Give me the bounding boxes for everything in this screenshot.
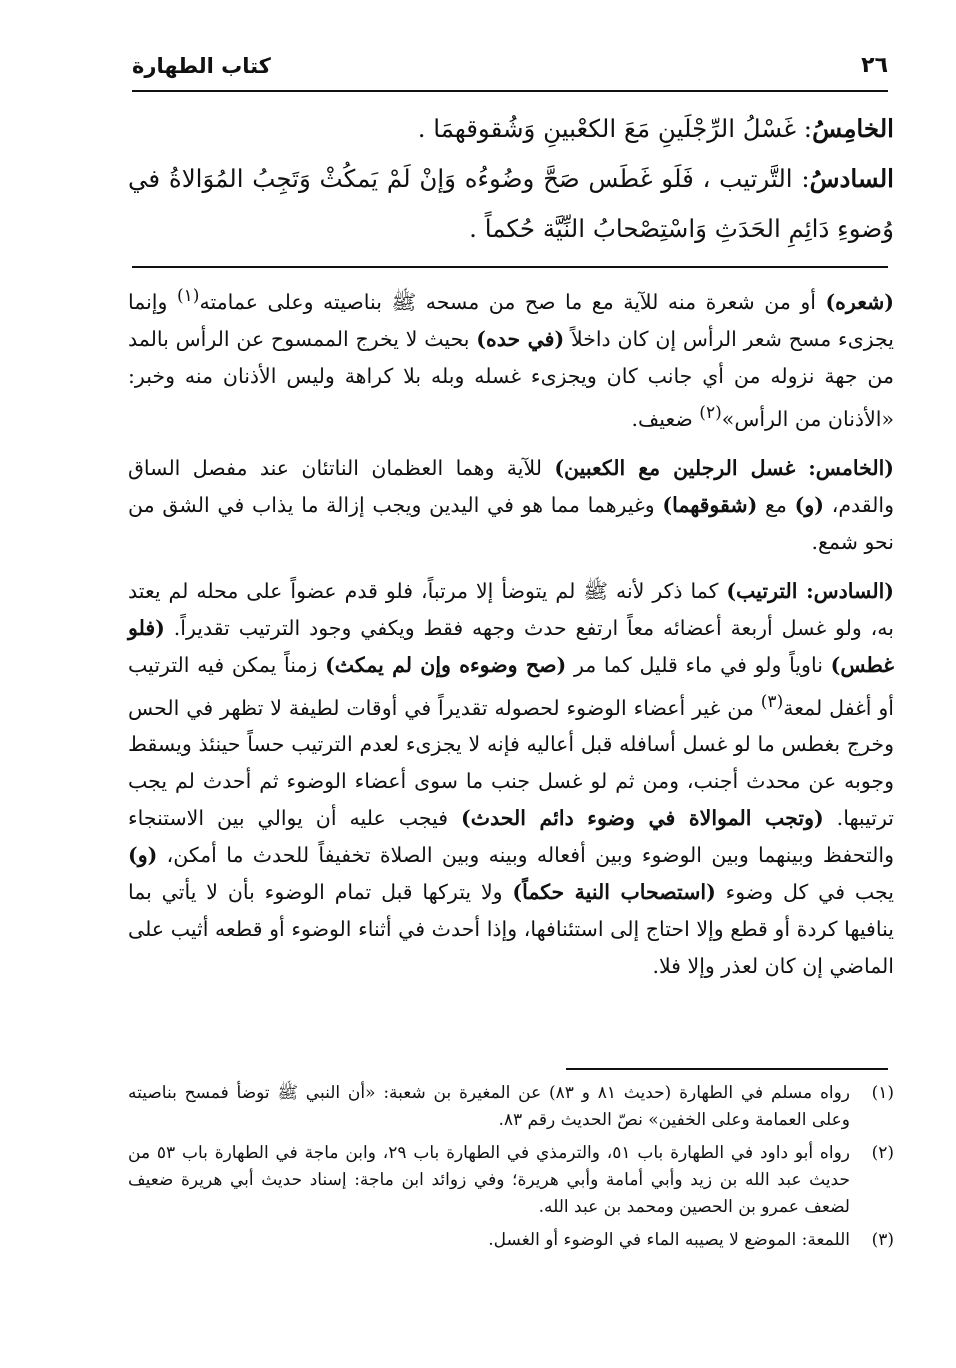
- footnote-text: اللمعة: الموضع لا يصيبه الماء في الوضوء أو الغسل.: [488, 1230, 850, 1250]
- commentary-text: من غير أعضاء الوضوء لحصوله تقديراً في أوقات لطيفة لا تظهر في الحس وخرج بغطس ما لو غسل أسافله قبل أعاليه فإنه لا يجزىء لعدم الترتيب حساً حينئذ ويسقط وجوبه عن محدث أجنب، ومن ثم لو غسل جنب ما سوى أعضاء الوضوء ثم أحدث لم يجب ترتيبها.: [128, 695, 894, 831]
- bold-matn-quote: (الخامس: غسل الرجلين مع الكعبين): [554, 455, 894, 480]
- commentary-text: كما ذكر لأنه ﷺ لم يتوضأ إلا مرتباً، فلو قدم عضواً على محله لم يعتد به، ولو غسل أربعة أعضائه معاً ارتفع حدث وجهه فقط ويكفي وجود الترتيب تقديراً.: [128, 578, 894, 640]
- commentary-text: زمناً يمكن فيه الترتيب أو أغفل لمعة: [128, 652, 895, 720]
- commentary-text: فيجب عليه أن يوالي بين الاستنجاء والتحفظ وبينهما وبين الوضوء وبين أفعاله وبينه وبين الصلاة تخفيفاً للحدث ما أمكن،: [128, 806, 894, 868]
- commentary: [128, 278, 894, 997]
- footnote: [128, 1080, 894, 1134]
- commentary-text: مع: [757, 492, 795, 517]
- commentary-text: للآية وهما العظمان الناتئان عند مفصل الساق والقدم،: [128, 455, 894, 517]
- commentary-paragraph-1: [128, 278, 894, 438]
- main-text: [128, 104, 894, 254]
- separator-rule: [132, 266, 888, 268]
- chapter-title: كتاب الطهارة: [132, 54, 271, 78]
- commentary-text: ولا يتركها قبل تمام الوضوء بأن لا يأتي بما ينافيها كردة أو قطع وإلا احتاج إلى استئنافها، وإذا أحدث في أثناء الوضوء أو قطعه أثيب على الماضي إن كان لعذر وإلا فلا.: [128, 880, 894, 979]
- bold-matn-quote: (و): [794, 492, 824, 517]
- bold-matn-quote: (و): [128, 843, 158, 868]
- bold-matn-quote: (شعره): [825, 289, 894, 314]
- commentary-text: بحيث لا يخرج الممسوح عن الرأس بالمد من جهة نزوله من أي جانب كان ويجزىء غسله وبله بلا كراهة وليس الأذنان منه وخبر: «الأذنان من الرأس»: [128, 326, 894, 431]
- bold-matn-quote: (صح وضوءه وإن لم يمكث): [325, 652, 567, 677]
- matn-paragraph-1: [128, 104, 894, 154]
- commentary-text: ضعيف.: [631, 406, 700, 431]
- footnote-text: رواه أبو داود في الطهارة باب ٥١، والترمذي في الطهارة باب ٢٩، وابن ماجة في الطهارة باب ٥٣ من حديث عبد الله بن زيد وأبي أمامة وأبي هريرة؛ وفي زوائد ابن ماجة: إسناد حديث أبي هريرة ضعيف لضعف عمرو بن الحصين ومحمد بن عبد الله.: [128, 1143, 850, 1217]
- commentary-text: ناوياً ولو في ماء قليل كما مر: [566, 652, 831, 677]
- bold-matn-quote: (في حده): [476, 326, 565, 351]
- header-rule: [132, 90, 888, 92]
- footnote-number: (٢): [871, 1143, 894, 1163]
- commentary-text: يجب في كل وضوء: [715, 880, 894, 905]
- commentary-text: وإنما يجزىء مسح شعر الرأس إن كان داخلاً: [128, 289, 894, 351]
- matn-heading-sixth: السادسُ: [809, 164, 894, 193]
- bold-matn-quote: (السادس: الترتيب): [726, 578, 894, 603]
- footnote-number: (٣): [871, 1230, 894, 1250]
- footnote-text: رواه مسلم في الطهارة (حديث ٨١ و ٨٣) عن المغيرة بن شعبة: «أن النبي ﷺ توضأ فمسح بناصيته وعلى العمامة وعلى الخفين» نصّ الحديث رقم ٨٣.: [128, 1083, 850, 1130]
- footnote-number: (١): [871, 1083, 894, 1103]
- commentary-text: أو من شعرة منه للآية مع ما صح من مسحه ﷺ بناصيته وعلى عمامته: [199, 289, 826, 314]
- footnote: [128, 1140, 894, 1221]
- bold-matn-quote: (استصحاب النية حكماً): [512, 880, 716, 905]
- page-number: ٢٦: [861, 53, 888, 78]
- footnote-rule: [566, 1068, 888, 1070]
- bold-matn-quote: (فلو غطس): [128, 615, 894, 677]
- matn-paragraph-2: [128, 154, 894, 254]
- matn-heading-fifth: الخامِسُ: [812, 114, 894, 143]
- footnote-ref: (٢): [699, 402, 722, 423]
- bold-matn-quote: (شقوقهما): [662, 492, 758, 517]
- bold-matn-quote: (وتجب الموالاة في وضوء دائم الحدث): [461, 806, 824, 831]
- footnote: [128, 1227, 894, 1254]
- matn-text-sixth: : التَّرتيب ، فَلَو غَطَس صَحَّ وضُوءُه وَإنْ لَمْ يَمكُثْ وَتَجِبُ المُوَالاةُ في وُضوءِ دَائِمِ الحَدَثِ وَاسْتِصْحابُ النِّيَّة حُكماً .: [128, 164, 894, 243]
- matn-text-fifth: : غَسْلُ الرِّجْلَينِ مَعَ الكعْبينِ وَشُقوقهمَا .: [417, 114, 813, 143]
- commentary-text: وغيرهما مما هو في اليدين ويجب إزالة ما يذاب في الشق من نحو شمع.: [128, 492, 894, 554]
- commentary-paragraph-2: [128, 450, 894, 561]
- footnotes: [128, 1080, 894, 1260]
- footnote-ref: (٣): [760, 691, 784, 712]
- footnote-ref: (١): [176, 286, 200, 306]
- running-header: [132, 38, 888, 78]
- commentary-paragraph-3: [128, 573, 894, 986]
